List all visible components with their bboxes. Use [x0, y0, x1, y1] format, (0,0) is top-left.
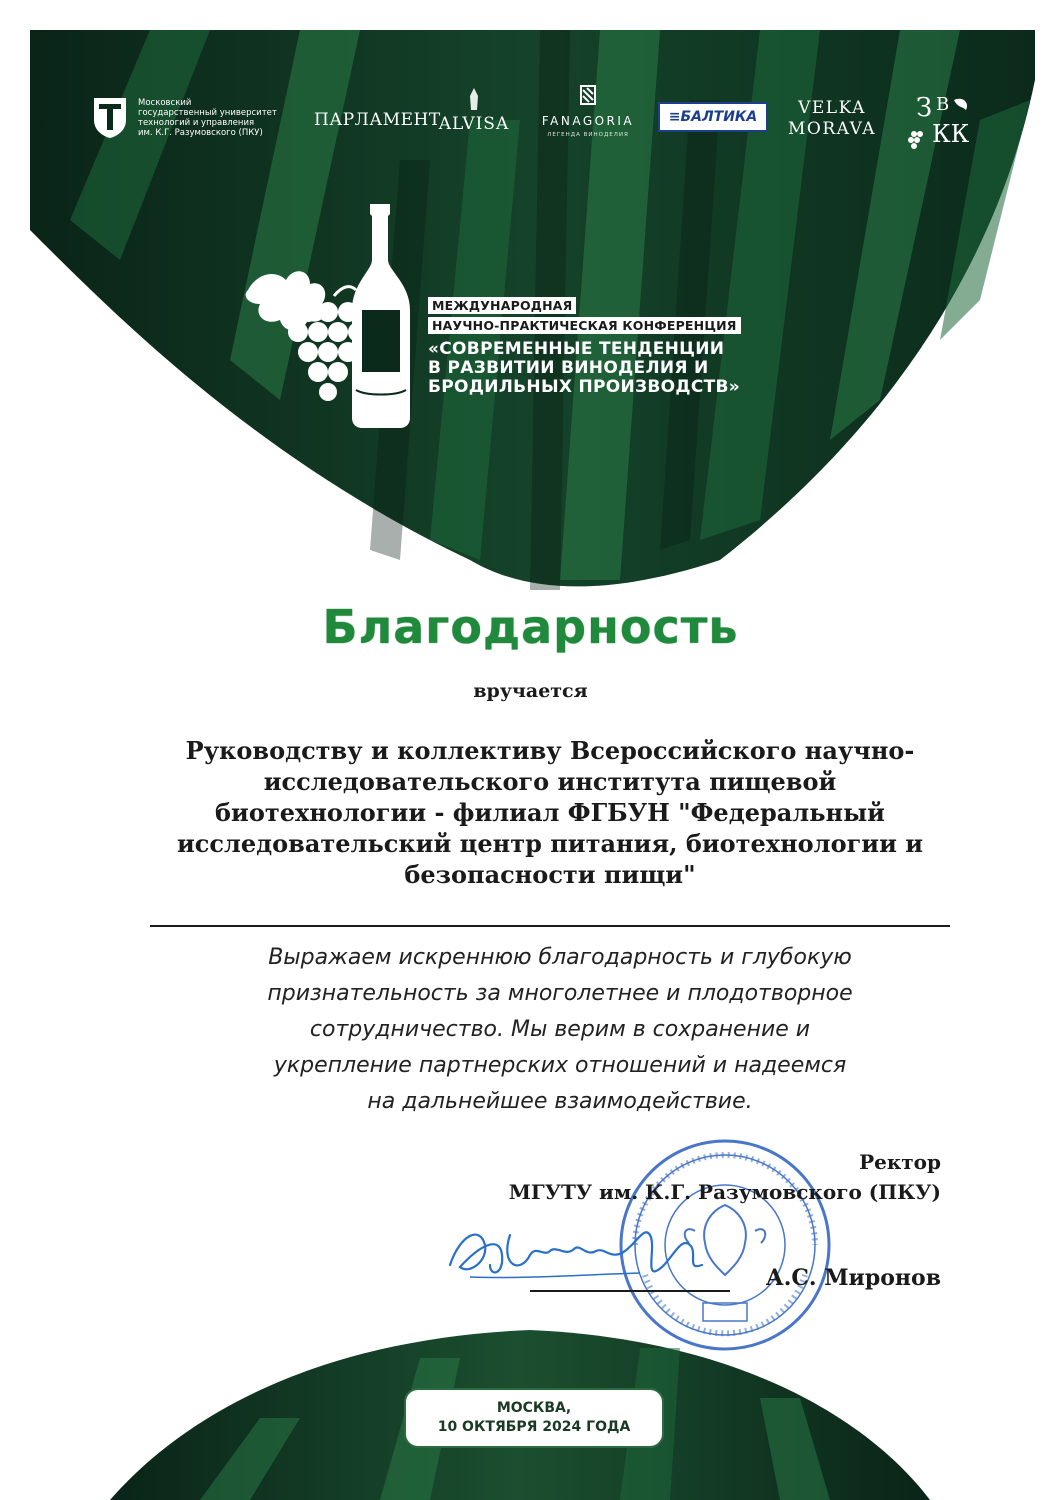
conference-title: [428, 340, 858, 397]
zvkk-monogram-icon: [902, 90, 976, 150]
baltika-wordmark: ≡БАЛТИКА: [668, 109, 758, 125]
wine-bottle-grapes-icon: [238, 200, 418, 430]
recipient-line: исследовательского института пищевой: [263, 767, 837, 796]
svg-text:КК: КК: [932, 120, 970, 148]
svg-text:В: В: [936, 94, 950, 115]
sponsor-logos: [90, 84, 990, 154]
alvisa-wordmark: ALVISA: [438, 114, 510, 134]
fanagoria-wordmark: FANAGORIA: [541, 114, 635, 128]
place-date-box: [404, 1388, 664, 1448]
conference-kind-label: НАУЧНО-ПРАКТИЧЕСКАЯ КОНФЕРЕНЦИЯ: [428, 317, 741, 334]
recipient-line: исследовательский центр питания, биотехнологии и: [176, 829, 924, 858]
message-line: сотрудничество. Мы верим в сохранение и: [309, 1017, 811, 1042]
award-title: Благодарность: [322, 600, 739, 654]
fanagoria-emblem-icon: [579, 84, 597, 106]
signatory-name: А.С. Миронов: [765, 1265, 941, 1291]
conference-title-line: «СОВРЕМЕННЫЕ ТЕНДЕНЦИИ: [428, 339, 725, 359]
baltika-logo: [658, 102, 768, 132]
conference-heading: [428, 295, 858, 397]
mgutu-emblem-icon: [90, 96, 130, 140]
city-label: МОСКВА,: [496, 1400, 572, 1416]
alvisa-tower-icon: [464, 88, 484, 110]
svg-text:З: З: [916, 93, 933, 123]
message-line: укрепление партнерских отношений и надеемся: [273, 1053, 847, 1078]
signatory-organization: МГУТУ им. К.Г. Разумовского (ПКУ): [508, 1180, 941, 1204]
divider-line: [150, 925, 950, 927]
velka-morava-wordmark: VELKA MORAVA: [788, 98, 876, 139]
velka-morava-logo: [780, 84, 884, 140]
conference-type-label: МЕЖДУНАРОДНАЯ: [428, 297, 576, 314]
message-line: Выражаем искреннюю благодарность и глубокую: [268, 945, 852, 970]
recipient-line: биотехнологии - филиал ФГБУН "Федеральный: [215, 798, 885, 827]
alvisa-logo: [426, 92, 522, 134]
recipient-line: Руководству и коллективу Всероссийского научно-: [185, 736, 915, 765]
zvkk-logo: [902, 90, 976, 150]
fanagoria-logo: [532, 84, 644, 138]
date-label: 10 ОКТЯБРЯ 2024 ГОДА: [437, 1419, 631, 1435]
handwritten-signature-icon: [440, 1205, 730, 1295]
message-line: на дальнейшее взаимодействие.: [367, 1089, 753, 1114]
recipient-name: [150, 735, 950, 890]
recipient-line: безопасности пищи": [404, 860, 696, 889]
conference-title-line: БРОДИЛЬНЫХ ПРОИЗВОДСТВ»: [428, 377, 741, 397]
mgutu-logo: [90, 96, 300, 144]
fanagoria-tagline: ЛЕГЕНДА ВИНОДЕЛИЯ: [547, 132, 629, 138]
presented-label: вручается: [473, 680, 588, 702]
gratitude-message: [160, 940, 960, 1120]
parlament-logo: [314, 92, 441, 130]
signatory-title: Ректор: [859, 1150, 941, 1174]
conference-title-line: В РАЗВИТИИ ВИНОДЕЛИЯ И: [428, 358, 709, 378]
message-line: признательность за многолетнее и плодотворное: [267, 981, 853, 1006]
parlament-wordmark: ПАРЛАМЕНТ: [314, 110, 441, 130]
mgutu-name: Московский государственный университет технологий и управления им. К.Г. Разумовского (ПКУ): [138, 98, 277, 138]
